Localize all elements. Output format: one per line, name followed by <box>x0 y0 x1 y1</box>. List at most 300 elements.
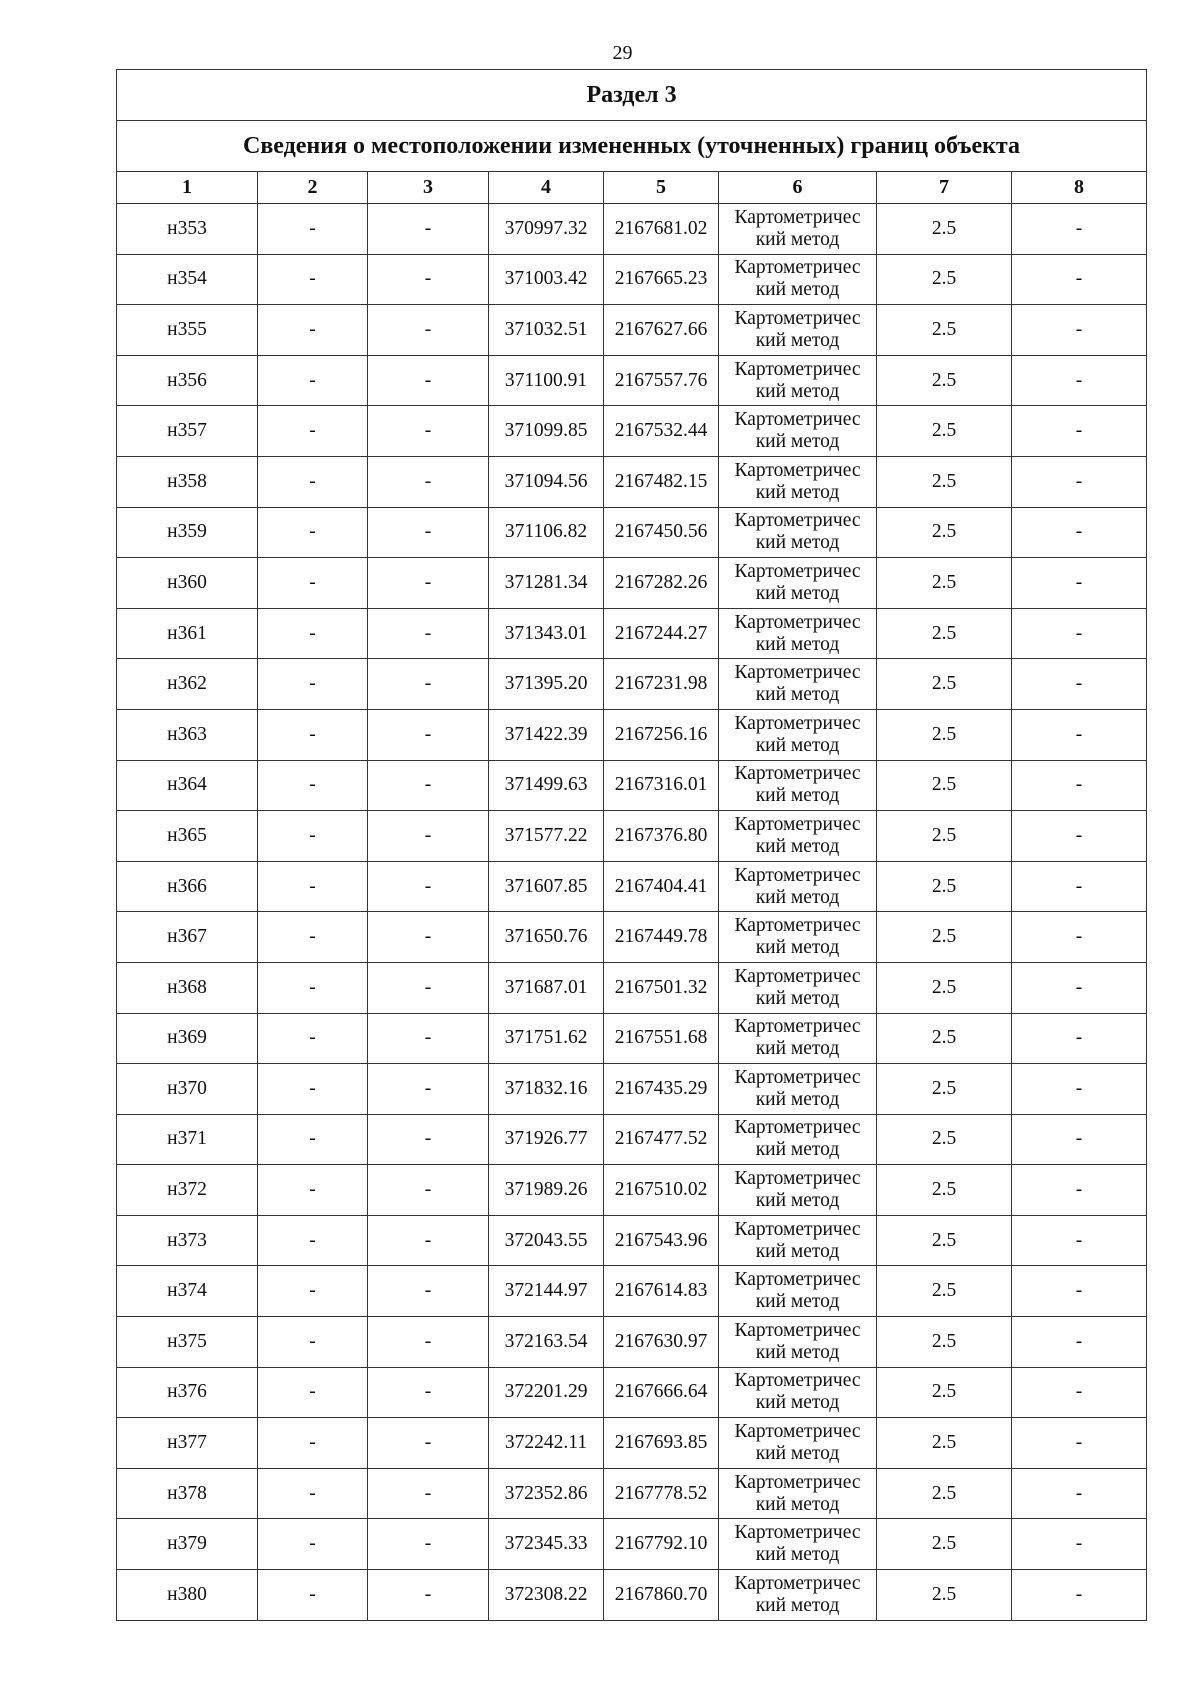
point-number-cell: н366 <box>117 861 258 912</box>
column-2-cell: - <box>258 1114 368 1165</box>
x-coordinate-cell: 371094.56 <box>489 456 604 507</box>
method-cell <box>719 1215 877 1266</box>
column-2-cell: - <box>258 861 368 912</box>
accuracy-cell: 2.5 <box>877 406 1012 457</box>
y-coordinate-cell: 2167404.41 <box>604 861 719 912</box>
x-coordinate-cell: 372163.54 <box>489 1317 604 1368</box>
table-row <box>117 1266 1147 1317</box>
method-line-2: кий метод <box>755 1392 840 1414</box>
method-line-2: кий метод <box>755 532 840 554</box>
method-line-2: кий метод <box>755 431 840 453</box>
point-number-cell: н373 <box>117 1215 258 1266</box>
accuracy-cell: 2.5 <box>877 507 1012 558</box>
table-row <box>117 1064 1147 1115</box>
method-cell <box>719 608 877 659</box>
accuracy-cell: 2.5 <box>877 811 1012 862</box>
y-coordinate-cell: 2167244.27 <box>604 608 719 659</box>
y-coordinate-cell: 2167231.98 <box>604 659 719 710</box>
column-2-cell: - <box>258 1215 368 1266</box>
column-2-cell: - <box>258 355 368 406</box>
method-line-2: кий метод <box>755 1088 840 1110</box>
table-row <box>117 962 1147 1013</box>
method-cell <box>719 1266 877 1317</box>
accuracy-cell: 2.5 <box>877 659 1012 710</box>
table-row <box>117 1418 1147 1469</box>
method-cell <box>719 558 877 609</box>
column-8-cell: - <box>1012 355 1147 406</box>
method-line-2: кий метод <box>755 835 840 857</box>
point-number-cell: н371 <box>117 1114 258 1165</box>
method-line-2: кий метод <box>755 1493 840 1515</box>
point-number-cell: н363 <box>117 709 258 760</box>
y-coordinate-cell: 2167792.10 <box>604 1519 719 1570</box>
point-number-cell: н368 <box>117 962 258 1013</box>
point-number-cell: н357 <box>117 406 258 457</box>
column-8-cell: - <box>1012 861 1147 912</box>
column-8-cell: - <box>1012 406 1147 457</box>
x-coordinate-cell: 371422.39 <box>489 709 604 760</box>
column-3-cell: - <box>368 1418 489 1469</box>
column-8-cell: - <box>1012 709 1147 760</box>
point-number-cell: н358 <box>117 456 258 507</box>
column-header: 8 <box>1012 172 1147 204</box>
method-line-1: Картометричес <box>734 307 861 329</box>
method-cell <box>719 507 877 558</box>
method-cell <box>719 305 877 356</box>
point-number-cell: н364 <box>117 760 258 811</box>
column-3-cell: - <box>368 912 489 963</box>
method-cell <box>719 1165 877 1216</box>
accuracy-cell: 2.5 <box>877 456 1012 507</box>
column-3-cell: - <box>368 1519 489 1570</box>
column-3-cell: - <box>368 305 489 356</box>
method-line-1: Картометричес <box>734 712 861 734</box>
column-2-cell: - <box>258 305 368 356</box>
x-coordinate-cell: 371099.85 <box>489 406 604 457</box>
point-number-cell: н379 <box>117 1519 258 1570</box>
method-line-2: кий метод <box>755 1038 840 1060</box>
column-2-cell: - <box>258 254 368 305</box>
x-coordinate-cell: 371032.51 <box>489 305 604 356</box>
method-line-2: кий метод <box>755 1139 840 1161</box>
y-coordinate-cell: 2167666.64 <box>604 1367 719 1418</box>
column-2-cell: - <box>258 912 368 963</box>
column-2-cell: - <box>258 1013 368 1064</box>
accuracy-cell: 2.5 <box>877 1064 1012 1115</box>
point-number-cell: н354 <box>117 254 258 305</box>
point-number-cell: н362 <box>117 659 258 710</box>
page-number: 29 <box>612 42 633 64</box>
x-coordinate-cell: 371395.20 <box>489 659 604 710</box>
column-3-cell: - <box>368 456 489 507</box>
table-row <box>117 456 1147 507</box>
method-line-2: кий метод <box>755 582 840 604</box>
y-coordinate-cell: 2167376.80 <box>604 811 719 862</box>
method-line-1: Картометричес <box>734 1471 861 1493</box>
column-2-cell: - <box>258 1570 368 1621</box>
accuracy-cell: 2.5 <box>877 760 1012 811</box>
column-2-cell: - <box>258 760 368 811</box>
x-coordinate-cell: 372201.29 <box>489 1367 604 1418</box>
method-line-1: Картометричес <box>734 206 861 228</box>
method-cell <box>719 1064 877 1115</box>
method-cell <box>719 456 877 507</box>
method-line-1: Картометричес <box>734 813 861 835</box>
y-coordinate-cell: 2167501.32 <box>604 962 719 1013</box>
column-3-cell: - <box>368 406 489 457</box>
table-row <box>117 1114 1147 1165</box>
column-3-cell: - <box>368 1367 489 1418</box>
table-row <box>117 1013 1147 1064</box>
column-8-cell: - <box>1012 811 1147 862</box>
column-2-cell: - <box>258 811 368 862</box>
method-cell <box>719 1519 877 1570</box>
method-cell <box>719 1013 877 1064</box>
method-line-1: Картометричес <box>734 915 861 937</box>
point-number-cell: н378 <box>117 1468 258 1519</box>
method-line-1: Картометричес <box>734 1218 861 1240</box>
point-number-cell: н361 <box>117 608 258 659</box>
point-number-cell: н372 <box>117 1165 258 1216</box>
column-header: 1 <box>117 172 258 204</box>
column-3-cell: - <box>368 254 489 305</box>
method-line-1: Картометричес <box>734 1016 861 1038</box>
method-cell <box>719 406 877 457</box>
y-coordinate-cell: 2167316.01 <box>604 760 719 811</box>
y-coordinate-cell: 2167477.52 <box>604 1114 719 1165</box>
method-cell <box>719 1418 877 1469</box>
point-number-cell: н374 <box>117 1266 258 1317</box>
column-8-cell: - <box>1012 1215 1147 1266</box>
method-line-2: кий метод <box>755 1544 840 1566</box>
y-coordinate-cell: 2167482.15 <box>604 456 719 507</box>
method-line-1: Картометричес <box>734 358 861 380</box>
column-2-cell: - <box>258 406 368 457</box>
point-number-cell: н375 <box>117 1317 258 1368</box>
point-number-cell: н376 <box>117 1367 258 1418</box>
method-line-1: Картометричес <box>734 864 861 886</box>
column-8-cell: - <box>1012 1064 1147 1115</box>
method-line-2: кий метод <box>755 937 840 959</box>
y-coordinate-cell: 2167449.78 <box>604 912 719 963</box>
column-header: 3 <box>368 172 489 204</box>
column-2-cell: - <box>258 456 368 507</box>
column-8-cell: - <box>1012 1570 1147 1621</box>
y-coordinate-cell: 2167665.23 <box>604 254 719 305</box>
column-2-cell: - <box>258 962 368 1013</box>
x-coordinate-cell: 371687.01 <box>489 962 604 1013</box>
method-line-1: Картометричес <box>734 510 861 532</box>
point-number-cell: н353 <box>117 204 258 255</box>
method-line-2: кий метод <box>755 987 840 1009</box>
column-2-cell: - <box>258 1519 368 1570</box>
column-2-cell: - <box>258 608 368 659</box>
column-3-cell: - <box>368 558 489 609</box>
column-8-cell: - <box>1012 1165 1147 1216</box>
accuracy-cell: 2.5 <box>877 1418 1012 1469</box>
column-3-cell: - <box>368 608 489 659</box>
method-line-2: кий метод <box>755 279 840 301</box>
x-coordinate-cell: 371607.85 <box>489 861 604 912</box>
x-coordinate-cell: 371106.82 <box>489 507 604 558</box>
x-coordinate-cell: 372144.97 <box>489 1266 604 1317</box>
accuracy-cell: 2.5 <box>877 558 1012 609</box>
y-coordinate-cell: 2167450.56 <box>604 507 719 558</box>
method-line-1: Картометричес <box>734 1168 861 1190</box>
method-line-2: кий метод <box>755 1341 840 1363</box>
x-coordinate-cell: 372242.11 <box>489 1418 604 1469</box>
table-row <box>117 861 1147 912</box>
column-8-cell: - <box>1012 1468 1147 1519</box>
y-coordinate-cell: 2167543.96 <box>604 1215 719 1266</box>
point-number-cell: н369 <box>117 1013 258 1064</box>
accuracy-cell: 2.5 <box>877 1317 1012 1368</box>
method-line-2: кий метод <box>755 886 840 908</box>
column-2-cell: - <box>258 507 368 558</box>
y-coordinate-cell: 2167435.29 <box>604 1064 719 1115</box>
method-cell <box>719 709 877 760</box>
column-2-cell: - <box>258 1266 368 1317</box>
method-line-2: кий метод <box>755 734 840 756</box>
accuracy-cell: 2.5 <box>877 608 1012 659</box>
method-cell <box>719 254 877 305</box>
column-2-cell: - <box>258 558 368 609</box>
column-8-cell: - <box>1012 305 1147 356</box>
column-8-cell: - <box>1012 962 1147 1013</box>
column-2-cell: - <box>258 204 368 255</box>
accuracy-cell: 2.5 <box>877 1519 1012 1570</box>
column-8-cell: - <box>1012 912 1147 963</box>
column-8-cell: - <box>1012 1317 1147 1368</box>
table-row <box>117 1367 1147 1418</box>
table-row <box>117 1215 1147 1266</box>
table-row <box>117 1519 1147 1570</box>
column-2-cell: - <box>258 659 368 710</box>
accuracy-cell: 2.5 <box>877 962 1012 1013</box>
column-header: 7 <box>877 172 1012 204</box>
point-number-cell: н367 <box>117 912 258 963</box>
y-coordinate-cell: 2167630.97 <box>604 1317 719 1368</box>
column-3-cell: - <box>368 659 489 710</box>
x-coordinate-cell: 371577.22 <box>489 811 604 862</box>
x-coordinate-cell: 372345.33 <box>489 1519 604 1570</box>
point-number-cell: н377 <box>117 1418 258 1469</box>
method-line-1: Картометричес <box>734 763 861 785</box>
column-header: 2 <box>258 172 368 204</box>
column-2-cell: - <box>258 709 368 760</box>
method-line-2: кий метод <box>755 1240 840 1262</box>
column-3-cell: - <box>368 1266 489 1317</box>
column-3-cell: - <box>368 1317 489 1368</box>
x-coordinate-cell: 371650.76 <box>489 912 604 963</box>
accuracy-cell: 2.5 <box>877 1165 1012 1216</box>
point-number-cell: н359 <box>117 507 258 558</box>
method-cell <box>719 659 877 710</box>
column-3-cell: - <box>368 709 489 760</box>
column-8-cell: - <box>1012 204 1147 255</box>
column-8-cell: - <box>1012 558 1147 609</box>
y-coordinate-cell: 2167282.26 <box>604 558 719 609</box>
method-line-2: кий метод <box>755 1443 840 1465</box>
table-row <box>117 1468 1147 1519</box>
accuracy-cell: 2.5 <box>877 912 1012 963</box>
column-8-cell: - <box>1012 507 1147 558</box>
method-line-1: Картометричес <box>734 662 861 684</box>
method-cell <box>719 204 877 255</box>
point-number-cell: н360 <box>117 558 258 609</box>
column-3-cell: - <box>368 861 489 912</box>
column-number-header <box>117 172 1147 204</box>
section-title: Раздел 3 <box>117 70 1147 121</box>
method-cell <box>719 811 877 862</box>
table-row <box>117 558 1147 609</box>
method-line-2: кий метод <box>755 481 840 503</box>
table-row <box>117 608 1147 659</box>
method-cell <box>719 1317 877 1368</box>
method-cell <box>719 1468 877 1519</box>
method-cell <box>719 355 877 406</box>
x-coordinate-cell: 371989.26 <box>489 1165 604 1216</box>
method-line-2: кий метод <box>755 684 840 706</box>
accuracy-cell: 2.5 <box>877 861 1012 912</box>
y-coordinate-cell: 2167557.76 <box>604 355 719 406</box>
x-coordinate-cell: 371281.34 <box>489 558 604 609</box>
point-number-cell: н355 <box>117 305 258 356</box>
method-line-2: кий метод <box>755 329 840 351</box>
column-8-cell: - <box>1012 1519 1147 1570</box>
column-8-cell: - <box>1012 1418 1147 1469</box>
column-3-cell: - <box>368 1468 489 1519</box>
column-header: 4 <box>489 172 604 204</box>
column-3-cell: - <box>368 811 489 862</box>
table-row <box>117 355 1147 406</box>
method-line-1: Картометричес <box>734 560 861 582</box>
accuracy-cell: 2.5 <box>877 1114 1012 1165</box>
accuracy-cell: 2.5 <box>877 1215 1012 1266</box>
table-row <box>117 204 1147 255</box>
point-number-cell: н370 <box>117 1064 258 1115</box>
section-subtitle: Сведения о местоположении измененных (уточненных) границ объекта <box>117 121 1147 172</box>
x-coordinate-cell: 372308.22 <box>489 1570 604 1621</box>
x-coordinate-cell: 372043.55 <box>489 1215 604 1266</box>
method-line-2: кий метод <box>755 1190 840 1212</box>
accuracy-cell: 2.5 <box>877 1367 1012 1418</box>
x-coordinate-cell: 371003.42 <box>489 254 604 305</box>
accuracy-cell: 2.5 <box>877 1570 1012 1621</box>
accuracy-cell: 2.5 <box>877 254 1012 305</box>
table-row <box>117 709 1147 760</box>
x-coordinate-cell: 372352.86 <box>489 1468 604 1519</box>
method-line-2: кий метод <box>755 380 840 402</box>
column-3-cell: - <box>368 507 489 558</box>
column-3-cell: - <box>368 1114 489 1165</box>
method-cell <box>719 760 877 811</box>
column-3-cell: - <box>368 962 489 1013</box>
accuracy-cell: 2.5 <box>877 1013 1012 1064</box>
column-3-cell: - <box>368 1215 489 1266</box>
point-number-cell: н380 <box>117 1570 258 1621</box>
column-2-cell: - <box>258 1064 368 1115</box>
x-coordinate-cell: 371832.16 <box>489 1064 604 1115</box>
y-coordinate-cell: 2167256.16 <box>604 709 719 760</box>
table-row <box>117 1317 1147 1368</box>
y-coordinate-cell: 2167532.44 <box>604 406 719 457</box>
x-coordinate-cell: 371751.62 <box>489 1013 604 1064</box>
method-line-1: Картометричес <box>734 257 861 279</box>
column-8-cell: - <box>1012 1266 1147 1317</box>
accuracy-cell: 2.5 <box>877 709 1012 760</box>
method-line-2: кий метод <box>755 785 840 807</box>
column-3-cell: - <box>368 1064 489 1115</box>
method-line-1: Картометричес <box>734 1066 861 1088</box>
column-8-cell: - <box>1012 760 1147 811</box>
column-3-cell: - <box>368 204 489 255</box>
method-line-1: Картометричес <box>734 409 861 431</box>
column-8-cell: - <box>1012 1114 1147 1165</box>
method-cell <box>719 1367 877 1418</box>
method-cell <box>719 912 877 963</box>
column-2-cell: - <box>258 1367 368 1418</box>
y-coordinate-cell: 2167693.85 <box>604 1418 719 1469</box>
method-line-1: Картометричес <box>734 1269 861 1291</box>
x-coordinate-cell: 371499.63 <box>489 760 604 811</box>
method-cell <box>719 962 877 1013</box>
method-line-1: Картометричес <box>734 611 861 633</box>
table-row <box>117 507 1147 558</box>
method-line-1: Картометричес <box>734 965 861 987</box>
point-number-cell: н356 <box>117 355 258 406</box>
column-3-cell: - <box>368 1570 489 1621</box>
method-line-2: кий метод <box>755 228 840 250</box>
method-line-2: кий метод <box>755 1594 840 1616</box>
x-coordinate-cell: 370997.32 <box>489 204 604 255</box>
accuracy-cell: 2.5 <box>877 355 1012 406</box>
table-row <box>117 659 1147 710</box>
method-line-1: Картометричес <box>734 1421 861 1443</box>
y-coordinate-cell: 2167614.83 <box>604 1266 719 1317</box>
x-coordinate-cell: 371343.01 <box>489 608 604 659</box>
column-3-cell: - <box>368 355 489 406</box>
method-line-1: Картометричес <box>734 1522 861 1544</box>
method-line-1: Картометричес <box>734 1370 861 1392</box>
y-coordinate-cell: 2167681.02 <box>604 204 719 255</box>
method-cell <box>719 861 877 912</box>
y-coordinate-cell: 2167627.66 <box>604 305 719 356</box>
y-coordinate-cell: 2167510.02 <box>604 1165 719 1216</box>
method-cell <box>719 1570 877 1621</box>
table-row <box>117 811 1147 862</box>
table-row <box>117 760 1147 811</box>
accuracy-cell: 2.5 <box>877 305 1012 356</box>
column-2-cell: - <box>258 1468 368 1519</box>
column-3-cell: - <box>368 1165 489 1216</box>
column-2-cell: - <box>258 1418 368 1469</box>
column-3-cell: - <box>368 1013 489 1064</box>
method-line-2: кий метод <box>755 633 840 655</box>
column-8-cell: - <box>1012 254 1147 305</box>
table-row <box>117 1165 1147 1216</box>
method-line-1: Картометричес <box>734 1319 861 1341</box>
method-line-2: кий метод <box>755 1291 840 1313</box>
accuracy-cell: 2.5 <box>877 1266 1012 1317</box>
x-coordinate-cell: 371926.77 <box>489 1114 604 1165</box>
column-8-cell: - <box>1012 608 1147 659</box>
y-coordinate-cell: 2167551.68 <box>604 1013 719 1064</box>
column-2-cell: - <box>258 1317 368 1368</box>
table-row <box>117 1570 1147 1621</box>
point-number-cell: н365 <box>117 811 258 862</box>
method-line-1: Картометричес <box>734 1572 861 1594</box>
